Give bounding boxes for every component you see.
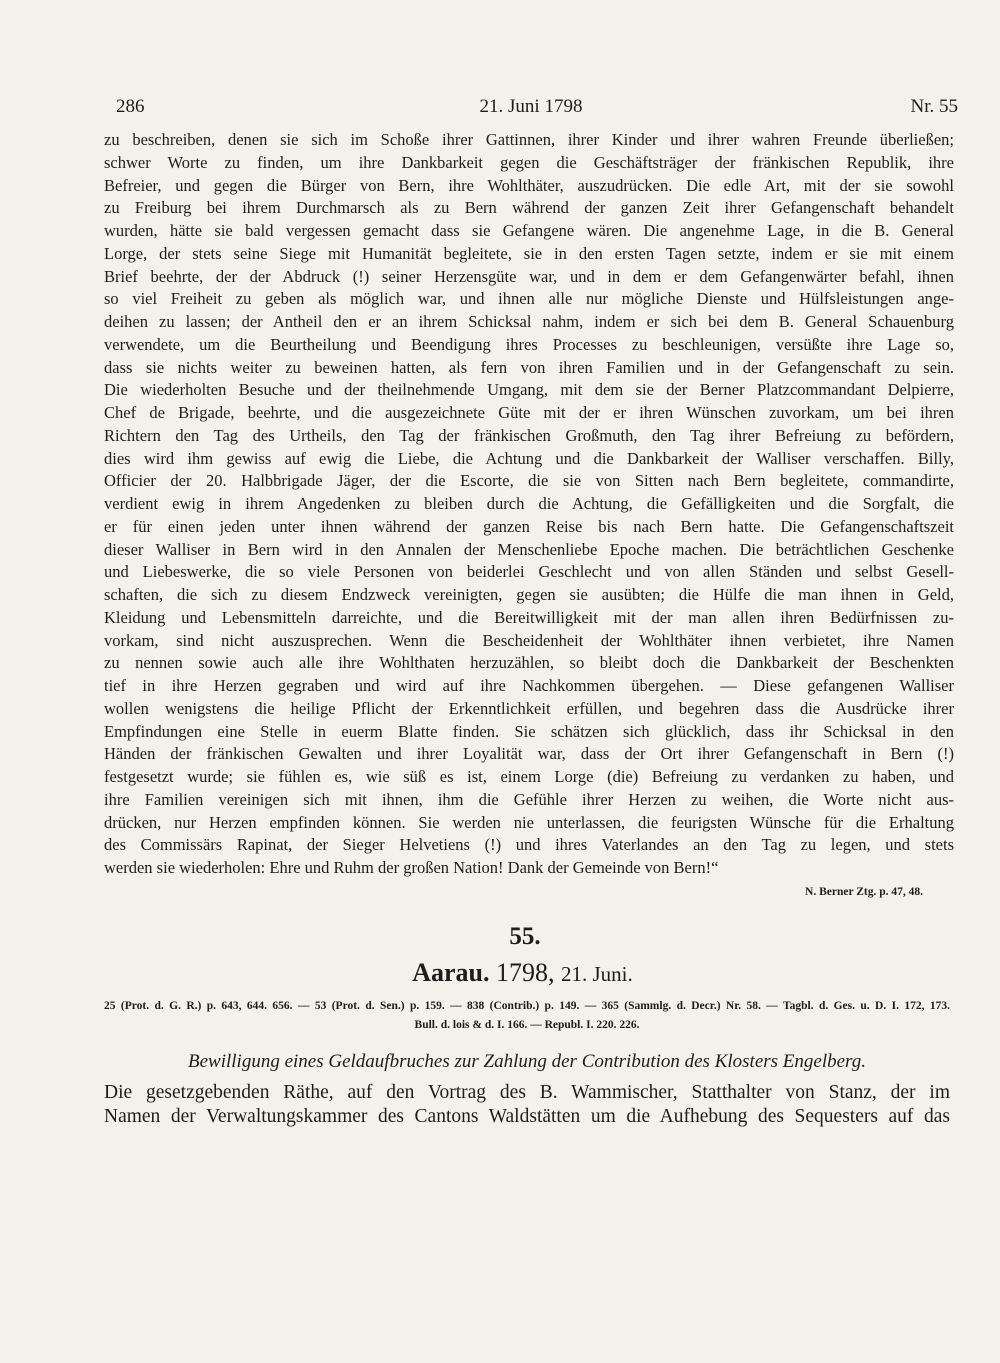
body-line: schaften, die sich zu diesem Endzweck vereinigten, gegen sie ausübten; die Hülfe die man ihnen in Geld, — [104, 585, 954, 604]
body-text — [104, 129, 954, 880]
body-line: Lorge, der stets seine Siege mit Humanität begleitete, sie in den ersten Tagen setzte, indem er sie mit einem — [104, 243, 954, 263]
running-head — [104, 96, 958, 126]
body-line: Officier der 20. Halbbrigade Jäger, der die Escorte, die sie von Sitten nach Bern begleitete, commandirte, — [104, 471, 954, 491]
running-head-date: 21. Juni 1798 — [479, 96, 583, 117]
body-line: drücken, nur Herzen empfinden können. Sie werden nie unterlassen, die feurigsten Wünsche für die Erhaltung — [104, 812, 954, 832]
document-subject: Bewilligung eines Geldaufbruches zur Zahlung der Contribution des Klosters Engelberg. — [188, 1051, 866, 1072]
body-line: Kleidung und Lebensmitteln darreichte, und die Bereitwilligkeit mit der man allen ihren Bedürfnissen zu- — [104, 607, 954, 627]
body-line: zu beschreiben, denen sie sich im Schoße ihrer Gattinnen, ihrer Kinder und ihrer wahren Freunde überließen; — [104, 130, 954, 149]
archival-references — [104, 997, 950, 1035]
body-line: Chef de Brigade, beehrte, und die ausgezeichnete Güte mit der er ihren Wünschen zuvorkam, um bei ihren — [104, 403, 954, 422]
body-line: er für einen jeden unter ihnen während der ganzen Reise bis nach Bern hatte. Die Gefangenschaftszeit — [104, 516, 954, 536]
body-line: schwer Worte zu finden, um ihre Dankbarkeit gegen die Geschäftsträger der fränkischen Republik, ihre — [104, 152, 954, 172]
body-line: verwendete, um die Beurtheilung und Beendigung ihres Processes zu beschleunigen, versüßte ihre Lage so, — [104, 334, 954, 354]
body-line: Empfindungen eine Stelle in euerm Blatte finden. Sie schätzen sich glücklich, dass ihr Schicksal in den — [104, 721, 954, 741]
body-line: verdient ewig in ihrem Angedenken zu bleiben durch die Achtung, die Gefälligkeiten und die Sorgfalt, die — [104, 494, 954, 513]
running-head-document-number: Nr. 55 — [910, 96, 958, 117]
body-line: wurden, hätte sie bald vergessen gemacht dass sie Gefangene wären. Die angenehme Lage, in die B. General — [104, 221, 954, 240]
body-line: ihre Familien vereinigen sich mit ihnen, ihm die Gefühle ihrer Herzen zu weihen, die Worte nicht aus- — [104, 789, 954, 809]
body-line: festgesetzt wurde; sie fühlen es, wie süß es ist, einem Lorge (die) Befreiung zu verdanken zu haben, und — [104, 767, 954, 786]
references-line: 25 (Prot. d. G. R.) p. 643, 644. 656. — 53 (Prot. d. Sen.) p. 159. — 838 (Contrib.) p. 149. — 365 (Sammlg. d. Decr.) Nr. 58. — Tagbl. d. Ges. u. D. I. 172, 173. — [104, 1000, 950, 1012]
body-line: Die wiederholten Besuche und der theilnehmende Umgang, mit dem sie der Berner Platzcommandant Delpierre, — [104, 380, 954, 400]
page-number: 286 — [116, 96, 145, 117]
document-intro — [104, 1081, 950, 1129]
body-line: Richtern den Tag des Urtheils, den Tag der fränkischen Großmuth, den Tag ihrer Befreiung zu befördern, — [104, 425, 954, 445]
body-line: vorkam, sind nicht auszusprechen. Wenn die Bescheidenheit der Wohlthäter ihnen verbietet, ihre Namen — [104, 630, 954, 650]
document-day: 21. Juni. — [561, 962, 633, 986]
source-citation: N. Berner Ztg. p. 47, 48. — [805, 886, 923, 898]
document-heading — [0, 958, 1000, 988]
references-line: Bull. d. lois & d. I. 166. — Republ. I. 220. 226. — [414, 1019, 640, 1031]
body-line: werden sie wiederholen: Ehre und Ruhm der großen Nation! Dank der Gemeinde von Bern!“ — [104, 858, 719, 877]
body-line: so viel Freiheit zu geben als möglich war, und ihnen alle nur mögliche Dienste und Hülfsleistungen ange- — [104, 289, 954, 309]
intro-line: Namen der Verwaltungskammer des Cantons Waldstätten um die Aufhebung des Sequesters auf das — [104, 1106, 950, 1127]
body-line: Händen der fränkischen Gewalten und ihrer Loyalität war, dass der Ort ihrer Gefangenschaft in Bern (!) — [104, 744, 954, 764]
body-line: Befreier, und gegen die Bürger von Bern, ihre Wohlthäter, auszudrücken. Die edle Art, mit der sie sowohl — [104, 175, 954, 195]
body-line: wollen wenigstens die heilige Pflicht der Erkenntlichkeit erfüllen, und begehren dass die Ausdrücke ihrer — [104, 698, 954, 718]
body-line: dies wird ihm gewiss auf ewig die Liebe, die Achtung und die Dankbarkeit der Walliser verschaffen. Billy, — [104, 448, 954, 468]
body-line: deihen zu lassen; der Antheil den er an ihrem Schicksal nahm, indem er sich bei dem B. General Schauenburg — [104, 312, 954, 331]
body-line: tief in ihre Herzen gegraben und wird auf ihre Nachkommen übergehen. — Diese gefangenen Walliser — [104, 676, 954, 695]
document-number: 55. — [509, 923, 541, 950]
body-line: dass sie nichts weiter zu beweinen hatten, als fern von ihren Familien und in der Gefangenschaft zu sein. — [104, 357, 954, 377]
body-line: des Commissärs Rapinat, der Sieger Helvetiens (!) und ihres Vaterlandes an den Tag zu legen, und stets — [104, 835, 954, 855]
document-year: 1798, — [496, 958, 555, 987]
intro-line: Die gesetzgebenden Räthe, auf den Vortrag des B. Wammischer, Statthalter von Stanz, der im — [104, 1082, 950, 1103]
body-line: dieser Walliser in Bern wird in den Annalen der Menschenliebe Epoche machen. Die beträchtlichen Geschenke — [104, 539, 954, 559]
body-line: zu nennen sowie auch alle ihre Wohlthaten herzuzählen, so bleibt doch die Dankbarkeit der Beschenkten — [104, 653, 954, 673]
body-line: zu Freiburg bei ihrem Durchmarsch als zu Bern während der ganzen Zeit ihrer Gefangenschaft behandelt — [104, 198, 954, 218]
document-place: Aarau. — [412, 958, 490, 987]
body-line: Brief beehrte, der der Abdruck (!) seiner Herzensgüte war, und in dem er dem Gefangenwärter befahl, ihnen — [104, 266, 954, 286]
body-line: und Liebeswerke, die so viele Personen von beiderlei Geschlecht und von allen Ständen und selbst Gesell- — [104, 562, 954, 582]
